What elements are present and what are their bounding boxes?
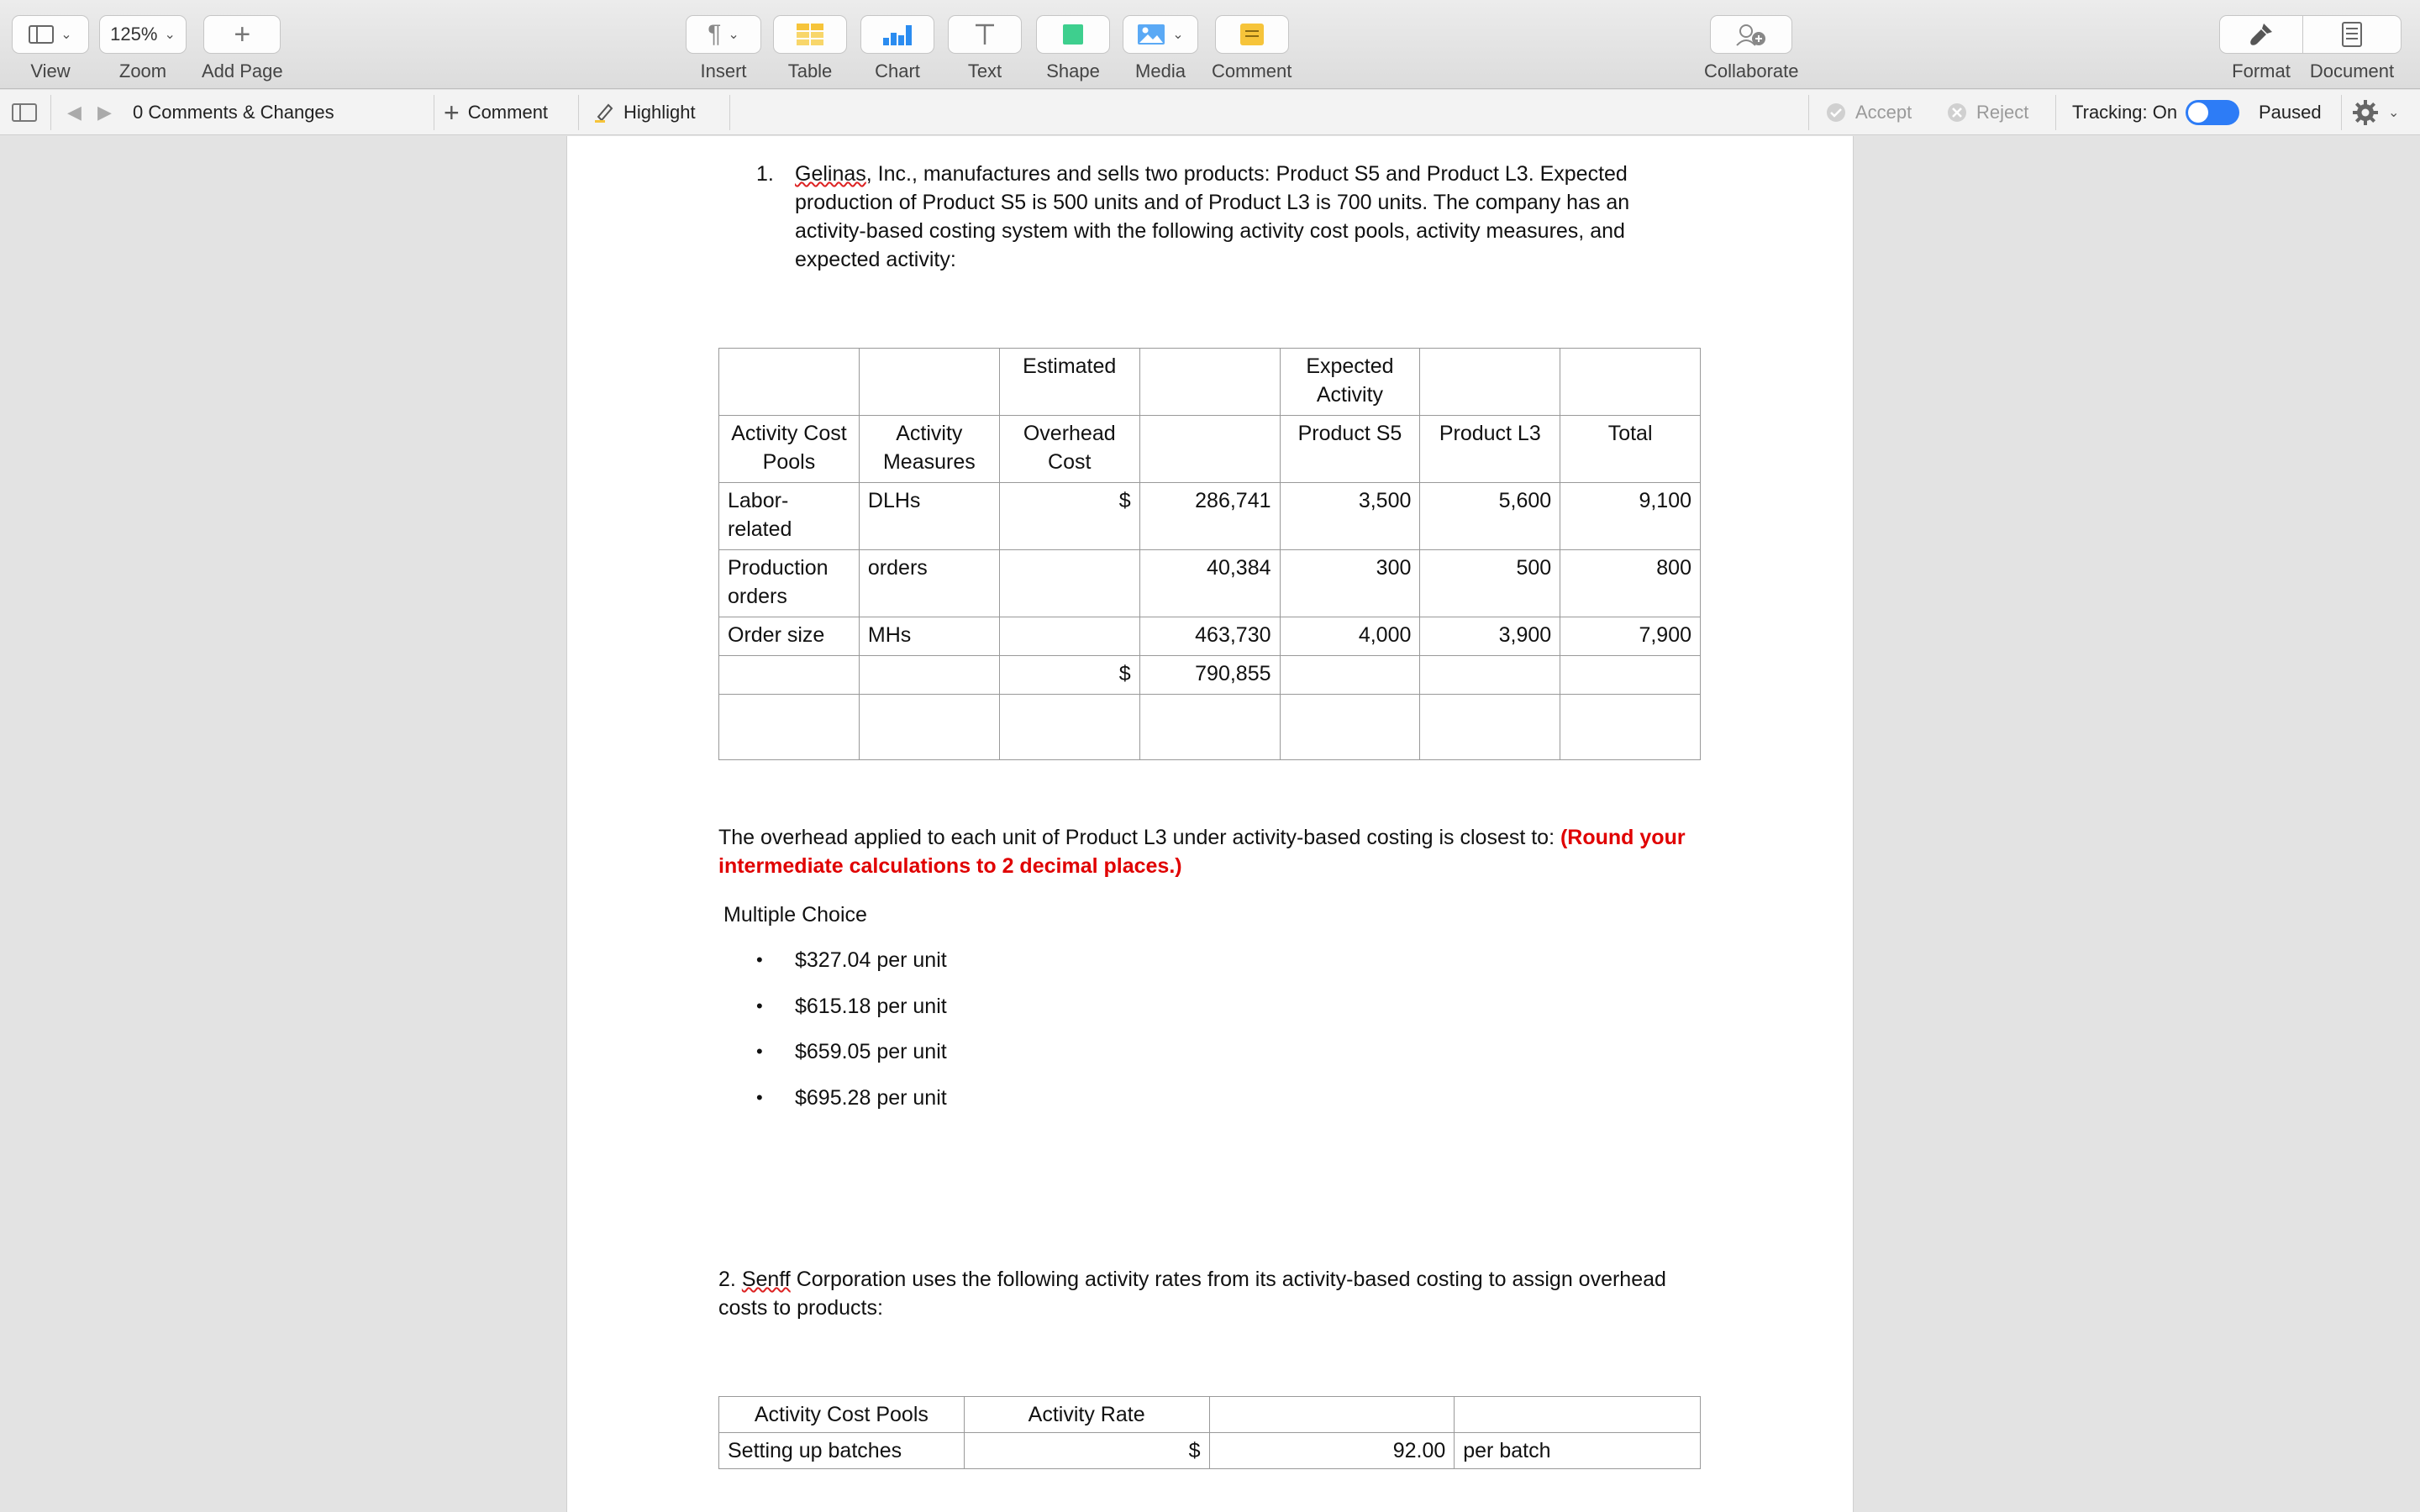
paused-status[interactable]: Paused (2259, 102, 2322, 123)
bullet: • (756, 1041, 763, 1062)
table-cell[interactable]: 790,855 (1139, 656, 1280, 695)
multiple-choice-title: Multiple Choice (723, 903, 867, 927)
table-cell[interactable]: Order size (719, 617, 860, 656)
table-row (719, 349, 1701, 416)
table-cell[interactable] (999, 550, 1139, 617)
chevron-down-icon: ⌄ (1172, 28, 1184, 42)
table-cell[interactable]: 9,100 (1560, 483, 1701, 550)
triangle-right-icon: ▶ (97, 102, 112, 123)
review-bar (0, 90, 2420, 135)
table-cell[interactable]: Product S5 (1280, 416, 1420, 483)
text-icon (974, 23, 996, 46)
table-cell[interactable]: 7,900 (1560, 617, 1701, 656)
accept-button[interactable] (1825, 90, 1912, 135)
bullet: • (756, 1086, 763, 1108)
zoom-tool[interactable] (99, 15, 187, 82)
table-cell[interactable]: Overhead Cost (999, 416, 1139, 483)
table-icon (796, 23, 824, 46)
table-cell[interactable]: Production orders (719, 550, 860, 617)
table-cell[interactable] (1560, 656, 1701, 695)
zoom-select[interactable] (99, 15, 187, 54)
comment-tool[interactable] (1212, 15, 1292, 82)
format-tool[interactable] (2219, 15, 2303, 82)
table-tool[interactable] (773, 15, 847, 82)
chevron-down-icon: ⌄ (728, 28, 739, 42)
table-cell[interactable]: 4,000 (1280, 617, 1420, 656)
table-cell[interactable]: 800 (1560, 550, 1701, 617)
view-button[interactable] (12, 15, 89, 54)
table-cell[interactable] (1420, 656, 1560, 695)
table-cell[interactable]: Expected Activity (1280, 349, 1420, 416)
x-circle-icon (1946, 102, 1968, 123)
sidebar-icon (12, 103, 37, 122)
collaborate-tool[interactable] (1704, 15, 1799, 82)
add-page-tool[interactable] (202, 15, 283, 82)
insert-button[interactable] (686, 15, 761, 54)
zoom-label: Zoom (118, 60, 167, 81)
answer-option[interactable] (756, 1084, 947, 1130)
document-tool[interactable] (2302, 15, 2402, 82)
chevron-down-icon: ⌄ (2388, 106, 2400, 120)
answer-option-label: $327.04 per unit (795, 948, 947, 972)
comments-sidebar-toggle[interactable] (12, 90, 37, 135)
chevron-down-icon: ⌄ (164, 28, 176, 42)
table-cell[interactable]: 3,500 (1280, 483, 1420, 550)
chart-tool[interactable] (860, 15, 934, 82)
answer-option[interactable] (756, 1037, 947, 1084)
tracking-settings-button[interactable] (2351, 90, 2399, 135)
answer-options (756, 946, 947, 1129)
view-tool[interactable] (12, 15, 89, 82)
table-label: Table (787, 60, 833, 81)
text-button[interactable] (948, 15, 1022, 54)
table-cell[interactable] (1139, 416, 1280, 483)
comment-button[interactable] (1215, 15, 1289, 54)
add-comment-button[interactable] (444, 90, 548, 135)
table-row (719, 1397, 1701, 1433)
table-cell[interactable] (1420, 695, 1560, 760)
answer-option-label: $695.28 per unit (795, 1085, 947, 1110)
table-row (719, 1433, 1701, 1469)
table-cell[interactable] (1560, 695, 1701, 760)
previous-change-button[interactable] (67, 90, 82, 135)
table-cell[interactable]: DLHs (859, 483, 999, 550)
zoom-value: 125% (110, 24, 158, 45)
comments-changes-count[interactable]: 0 Comments & Changes (133, 102, 334, 123)
table-button[interactable] (773, 15, 847, 54)
table-cell[interactable] (719, 349, 860, 416)
shape-tool[interactable] (1036, 15, 1110, 82)
answer-option[interactable] (756, 946, 947, 992)
table-cell[interactable] (1560, 349, 1701, 416)
table-cell[interactable] (719, 656, 860, 695)
answer-option-label: $659.05 per unit (795, 1040, 947, 1063)
activity-cost-table[interactable] (718, 348, 1701, 760)
document-page[interactable] (566, 136, 1854, 1512)
media-label: Media (1135, 60, 1186, 81)
add-comment-label: Comment (467, 102, 549, 123)
table-cell[interactable] (1139, 695, 1280, 760)
table-cell[interactable]: Estimated (999, 349, 1139, 416)
sidebar-view-icon (29, 25, 54, 44)
add-page-label: Add Page (202, 60, 283, 81)
document-icon (2341, 21, 2363, 48)
tracking-label: Tracking: On (2072, 102, 2178, 123)
table-row (719, 656, 1701, 695)
table-cell[interactable]: Activity Measures (859, 416, 999, 483)
table-cell[interactable]: Setting up batches (719, 1433, 965, 1469)
question-1-stem: The overhead applied to each unit of Product L3 under activity-based costing is closest to: (Round your intermediate calculations to 2 decimal places.) (718, 826, 1686, 878)
main-toolbar (0, 0, 2420, 89)
text-label: Text (967, 60, 1002, 81)
question-1-text (756, 160, 1647, 274)
table-cell[interactable]: 5,600 (1420, 483, 1560, 550)
table-header-cell[interactable]: Activity Rate (964, 1397, 1209, 1433)
shape-label: Shape (1046, 60, 1100, 81)
checkmark-circle-icon (1825, 102, 1847, 123)
collaborate-label: Collaborate (1704, 60, 1799, 81)
table-cell[interactable]: 463,730 (1139, 617, 1280, 656)
table-cell[interactable] (1139, 349, 1280, 416)
table-header-cell[interactable] (1455, 1397, 1701, 1433)
triangle-left-icon: ◀ (67, 102, 82, 123)
highlighter-icon (593, 102, 615, 123)
collaborate-icon (1734, 22, 1768, 47)
chart-button[interactable] (860, 15, 934, 54)
table-cell[interactable]: Activity Cost Pools (719, 416, 860, 483)
text-tool[interactable] (948, 15, 1022, 82)
document-button[interactable] (2302, 15, 2402, 54)
table-cell[interactable]: $ (999, 483, 1139, 550)
insert-tool[interactable] (686, 15, 761, 82)
activity-rate-table[interactable] (718, 1396, 1701, 1469)
add-page-button[interactable] (203, 15, 281, 54)
table-cell[interactable]: $ (964, 1433, 1209, 1469)
table-cell[interactable] (859, 695, 999, 760)
view-label: View (30, 60, 71, 81)
chart-icon (882, 23, 913, 46)
document-canvas[interactable] (0, 136, 2420, 1512)
image-icon (1137, 24, 1165, 45)
plus-icon: + (444, 97, 460, 128)
table-cell[interactable]: orders (859, 550, 999, 617)
misspelled-word[interactable]: Gelinas (795, 162, 866, 186)
pilcrow-icon: ¶ (708, 20, 722, 48)
table-cell[interactable]: Total (1560, 416, 1701, 483)
table-row (719, 617, 1701, 656)
table-row (719, 695, 1701, 760)
tracking-switch[interactable] (2186, 100, 2239, 125)
table-cell[interactable]: $ (999, 656, 1139, 695)
question-1-number: 1. (756, 162, 774, 186)
format-label: Format (2232, 60, 2291, 81)
table-cell[interactable] (999, 695, 1139, 760)
chart-label: Chart (875, 60, 920, 81)
shape-button[interactable] (1036, 15, 1110, 54)
highlight-button[interactable] (593, 90, 696, 135)
comment-label: Comment (1212, 60, 1292, 81)
reject-label: Reject (1976, 102, 2029, 123)
table-cell[interactable]: Product L3 (1420, 416, 1560, 483)
table-cell[interactable]: per batch (1455, 1433, 1701, 1469)
table-cell[interactable]: 300 (1280, 550, 1420, 617)
plus-icon: + (234, 18, 251, 50)
table-cell[interactable]: 286,741 (1139, 483, 1280, 550)
chevron-down-icon: ⌄ (60, 28, 72, 42)
answer-option-label: $615.18 per unit (795, 994, 947, 1018)
accept-label: Accept (1855, 102, 1912, 123)
reject-button[interactable] (1946, 90, 2028, 135)
answer-option[interactable] (756, 992, 947, 1038)
insert-label: Insert (700, 60, 747, 81)
question-1-body: Gelinas, Inc., manufactures and sells two products: Product S5 and Product L3. Expected production of Product S5 is 500 units and of Product L3 is 700 units. The company has an activity-based costing system with the following activity cost pools, activity measures, and expected activity: (795, 162, 1630, 271)
table-cell[interactable]: 40,384 (1139, 550, 1280, 617)
table-cell[interactable]: 92.00 (1209, 1433, 1455, 1469)
table-row (719, 483, 1701, 550)
gear-icon (2351, 98, 2380, 127)
table-cell[interactable]: Labor-related (719, 483, 860, 550)
table-cell[interactable] (859, 656, 999, 695)
highlight-label: Highlight (623, 102, 696, 123)
bullet: • (756, 995, 763, 1016)
misspelled-word[interactable]: Senff (741, 1268, 791, 1291)
media-tool[interactable] (1123, 15, 1198, 82)
collaborate-button[interactable] (1710, 15, 1792, 54)
table-cell[interactable] (1280, 656, 1420, 695)
table-header-cell[interactable]: Activity Cost Pools (719, 1397, 965, 1433)
table-cell[interactable]: 3,900 (1420, 617, 1560, 656)
question-2-text: 2. Senff Corporation uses the following activity rates from its activity-based costing to assign overhead costs to products: (718, 1268, 1666, 1320)
rounding-note: (Round your intermediate calculations to 2 decimal places.) (718, 826, 1686, 878)
table-cell[interactable] (1420, 349, 1560, 416)
table-row (719, 550, 1701, 617)
table-cell[interactable]: 500 (1420, 550, 1560, 617)
document-label: Document (2309, 60, 2395, 81)
media-button[interactable] (1123, 15, 1198, 54)
format-button[interactable] (2219, 15, 2303, 54)
comment-icon (1239, 23, 1265, 46)
table-cell[interactable]: MHs (859, 617, 999, 656)
table-row (719, 416, 1701, 483)
table-header-cell[interactable] (1209, 1397, 1455, 1433)
table-cell[interactable] (1280, 695, 1420, 760)
table-cell[interactable] (859, 349, 999, 416)
paintbrush-icon (2249, 22, 2274, 47)
table-cell[interactable] (719, 695, 860, 760)
table-cell[interactable] (999, 617, 1139, 656)
shape-icon (1061, 23, 1085, 46)
bullet: • (756, 949, 763, 970)
tracking-toggle[interactable] (2072, 90, 2239, 135)
next-change-button[interactable] (97, 90, 112, 135)
